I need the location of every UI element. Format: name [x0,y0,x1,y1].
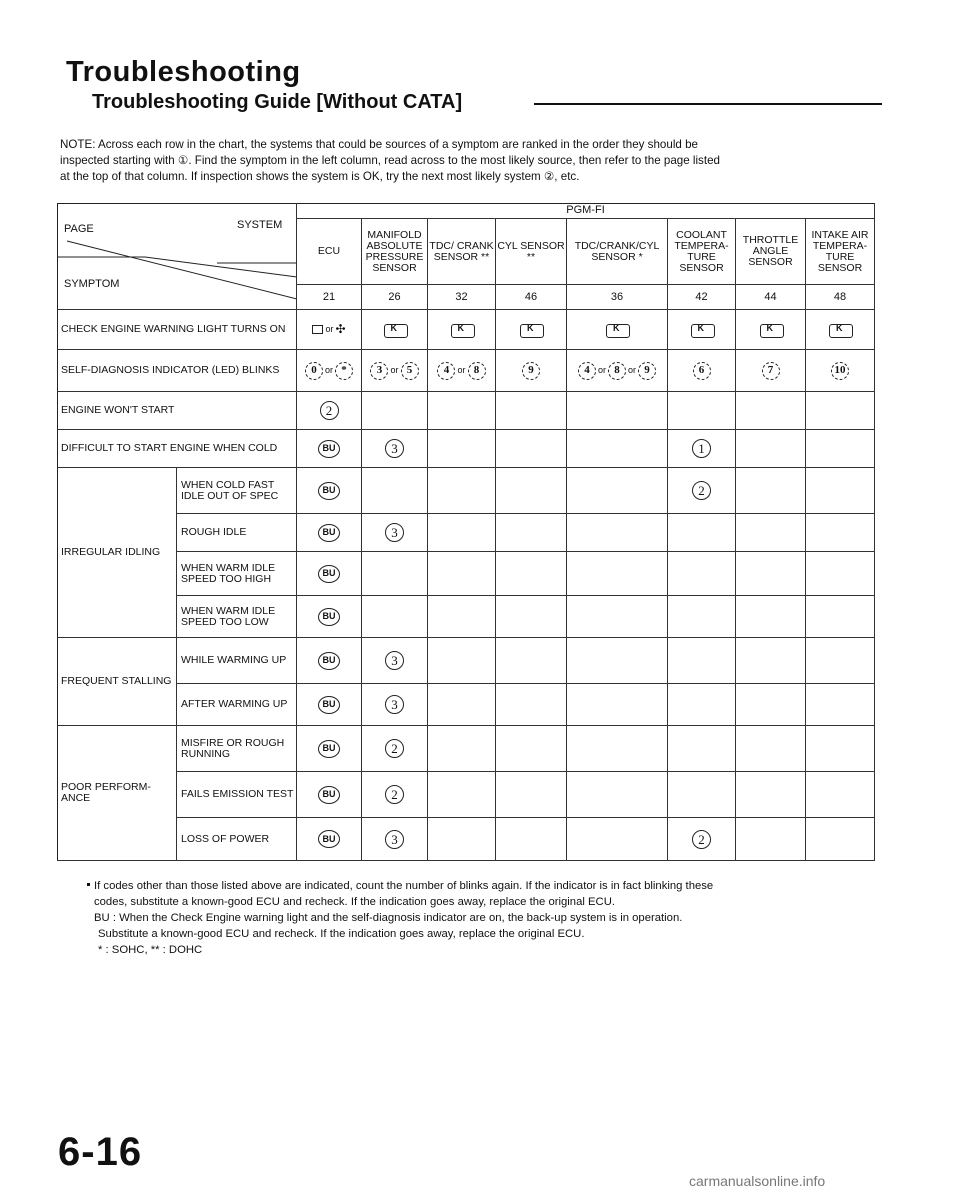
grid-cell [428,726,496,772]
grid-cell [428,818,496,861]
col-page-throttle: 44 [736,285,806,310]
grid-cell [362,818,428,861]
grid-cell [736,468,806,514]
grid-cell [567,514,668,552]
grid-cell [806,772,875,818]
group-irregular-idling: IRREGULAR IDLING [57,468,177,638]
check-engine-light-icon [377,323,413,337]
grid-cell [362,552,428,596]
grid-cell [668,552,736,596]
led-code-icon: 9 [638,362,656,380]
grid-cell [668,772,736,818]
section-subtitle: Troubleshooting Guide [Without CATA] [92,91,463,113]
grid-cell [428,638,496,684]
footnote-line: codes, substitute a known-good ECU and recheck. If the indication goes away, replace the original ECU. [94,896,615,908]
col-throttle-angle: THROTTLE ANGLE SENSOR [736,219,806,285]
rank-number: 2 [320,401,339,420]
footnote-line: BU : When the Check Engine warning light and the self-diagnosis indicator are on, the back-up system is in operation. [94,912,683,924]
grid-cell [736,684,806,726]
mil-cell-ecu [297,310,362,350]
grid-cell [668,638,736,684]
col-page-cyl: 46 [496,285,567,310]
rank-number: 3 [385,651,404,670]
pgmfi-header: PGM-FI [297,203,875,219]
grid-cell [806,684,875,726]
col-page-tdc-crank: 32 [428,285,496,310]
check-engine-light-icon [599,323,635,337]
led-code-icon: 3 [370,362,388,380]
grid-cell [806,726,875,772]
grid-cell [736,552,806,596]
grid-cell [297,772,362,818]
check-engine-light-icon [444,323,480,337]
grid-cell [736,596,806,638]
col-page-tdc-crank-cyl: 36 [567,285,668,310]
grid-cell [362,772,428,818]
grid-cell [806,430,875,468]
row-label-rough-idle: ROUGH IDLE [177,514,297,552]
rank-number: 2 [692,830,711,849]
footnotes [94,878,884,958]
rank-number: 1 [692,439,711,458]
note-line: at the top of that column. If inspection shows the system is OK, try the next most likely system ②, etc. [60,170,580,183]
grid-cell [668,430,736,468]
col-map-sensor: MANIFOLD ABSOLUTE PRESSURE SENSOR [362,219,428,285]
rank-number: 2 [385,785,404,804]
led-code-icon: * [335,362,353,380]
grid-cell [806,818,875,861]
rank-number: 2 [385,739,404,758]
rank-number: 3 [385,695,404,714]
led-code-icon: 0 [305,362,323,380]
page-label: PAGE [64,223,94,235]
grid-cell [668,684,736,726]
grid-cell [668,726,736,772]
row-label-after-warming: AFTER WARMING UP [177,684,297,726]
backup-ecu-icon: BU [318,652,340,670]
grid-cell [428,684,496,726]
grid-cell [567,468,668,514]
col-page-map: 26 [362,285,428,310]
col-page-ecu: 21 [297,285,362,310]
grid-cell [428,772,496,818]
grid-cell [297,684,362,726]
note-line: NOTE: Across each row in the chart, the systems that could be sources of a symptom are ranked in the order they should be [60,138,698,151]
grid-cell [736,392,806,430]
grid-cell [297,392,362,430]
grid-cell [496,726,567,772]
row-label-idle-low: WHEN WARM IDLE SPEED TOO LOW [177,596,297,638]
grid-cell [668,392,736,430]
backup-ecu-icon: BU [318,608,340,626]
grid-cell [297,638,362,684]
grid-cell [736,818,806,861]
backup-ecu-icon: BU [318,696,340,714]
grid-cell [428,514,496,552]
group-poor-performance: POOR PERFORM- ANCE [57,726,177,861]
grid-cell [362,684,428,726]
led-code-icon: 8 [468,362,486,380]
col-coolant-temp: COOLANT TEMPERA- TURE SENSOR [668,219,736,285]
grid-cell [736,514,806,552]
symptom-label: SYMPTOM [64,278,120,290]
grid-cell [736,430,806,468]
row-label-misfire: MISFIRE OR ROUGH RUNNING [177,726,297,772]
col-intake-air-temp: INTAKE AIR TEMPERA- TURE SENSOR [806,219,875,285]
note-line: inspected starting with ①. Find the symptom in the left column, read across to the most likely source, then refer to the page listed [60,154,720,167]
footnote-line: Substitute a known-good ECU and recheck. If the indication goes away, replace the original ECU. [98,928,585,940]
grid-cell [362,638,428,684]
watermark: carmanualsonline.info [689,1173,826,1189]
footnote-bullet [87,883,90,886]
grid-cell [362,726,428,772]
grid-cell [297,596,362,638]
grid-cell [567,818,668,861]
grid-cell [496,638,567,684]
col-ecu: ECU [297,219,362,285]
grid-cell [297,468,362,514]
footnote-line: If codes other than those listed above are indicated, count the number of blinks again. If the indicator is in fact blinking these [94,880,714,892]
grid-cell [668,596,736,638]
grid-cell [567,638,668,684]
col-tdc-crank-cyl: TDC/CRANK/CYL SENSOR * [567,219,668,285]
backup-ecu-icon: BU [318,830,340,848]
grid-cell [297,430,362,468]
rank-number: 3 [385,830,404,849]
grid-cell [567,392,668,430]
grid-cell [668,818,736,861]
grid-cell [806,392,875,430]
grid-cell [428,468,496,514]
backup-ecu-icon: BU [318,440,340,458]
grid-cell [428,552,496,596]
page-number: 6-16 [58,1130,143,1174]
grid-cell [736,772,806,818]
grid-cell [567,726,668,772]
troubleshooting-table: PAGE SYSTEM SYMPTOM PGM-FI ECU MANIFOLD ABSOLUTE PRESSURE SENSOR TDC/ CRANK SENSOR ** CYL SENSOR ** TDC/CRANK/CYL SENSOR * COOLANT TEMPERA- TURE SENSOR THROTTLE ANGLE SENSOR INTAKE AIR TEMPERA- TURE SENSOR 21 26 32 46 36 42 44 48 CHECK ENGINE WARNING LIGHT TURNS ON or ✣ K K K K K K K SELF-DIAGNOSIS INDICATOR (LED) BLINKS 0 or * 3 or 5 4 or 8 9 4 or 8 or 9 6 7 10 ENGINE WON'T START DIFFICULT TO START ENGINE WHEN COLD IRREGULAR IDLING WHEN COLD FAST IDLE OUT OF SPEC ROUGH IDLE WHEN WARM IDLE SPEED TOO HIGH WHEN WARM IDLE SPEED TOO LOW FREQUENT STALLING WHILE WARMING UP AFTER WARMING UP POOR PERFORM- ANCE MISFIRE OR ROUGH RUNNING FAILS EMISSION TEST LOSS OF POWER 2 BU 3 1 BU 2 BU 3 BU BU BU 3 BU 3 BU 2 BU 2 BU 3 2 [57,203,875,861]
backup-ecu-icon: BU [318,524,340,542]
backup-ecu-icon: BU [318,786,340,804]
check-engine-light-icon [753,323,789,337]
grid-cell [567,684,668,726]
grid-cell [362,468,428,514]
row-label-self-diagnosis: SELF-DIAGNOSIS INDICATOR (LED) BLINKS [57,350,297,392]
lamp-off-icon [312,325,323,334]
grid-cell [668,514,736,552]
grid-cell [362,596,428,638]
or-text: or [325,324,334,334]
grid-cell [806,514,875,552]
grid-cell [362,514,428,552]
grid-cell [567,552,668,596]
grid-cell [496,596,567,638]
lamp-blink-icon: ✣ [335,322,346,336]
grid-cell [567,596,668,638]
led-code-icon: 6 [693,362,711,380]
row-label-emission: FAILS EMISSION TEST [177,772,297,818]
grid-cell [736,638,806,684]
led-code-icon: 10 [831,362,849,380]
led-code-icon: 8 [608,362,626,380]
col-page-intake: 48 [806,285,875,310]
col-page-coolant: 42 [668,285,736,310]
grid-cell [297,552,362,596]
grid-cell [496,514,567,552]
grid-cell [806,596,875,638]
grid-cell [362,392,428,430]
grid-cell [806,552,875,596]
grid-cell [428,596,496,638]
page-title: Troubleshooting [66,56,301,88]
grid-cell [496,818,567,861]
row-label-loss-power: LOSS OF POWER [177,818,297,861]
row-label-fast-idle: WHEN COLD FAST IDLE OUT OF SPEC [177,468,297,514]
row-label-check-engine: CHECK ENGINE WARNING LIGHT TURNS ON [57,310,297,350]
grid-cell [668,468,736,514]
row-label-wont-start: ENGINE WON'T START [57,392,297,430]
row-label-difficult-start: DIFFICULT TO START ENGINE WHEN COLD [57,430,297,468]
grid-cell [428,430,496,468]
led-code-icon: 9 [522,362,540,380]
rank-number: 2 [692,481,711,500]
system-label: SYSTEM [237,219,283,231]
row-label-warming-up: WHILE WARMING UP [177,638,297,684]
grid-cell [567,772,668,818]
col-cyl-sensor: CYL SENSOR ** [496,219,567,285]
col-tdc-crank: TDC/ CRANK SENSOR ** [428,219,496,285]
led-code-icon: 7 [762,362,780,380]
led-code-icon: 5 [401,362,419,380]
grid-cell [297,818,362,861]
grid-cell [496,468,567,514]
check-engine-light-icon [513,323,549,337]
rank-number: 3 [385,523,404,542]
led-code-icon: 4 [578,362,596,380]
rank-number: 3 [385,439,404,458]
row-label-idle-high: WHEN WARM IDLE SPEED TOO HIGH [177,552,297,596]
grid-cell [496,552,567,596]
backup-ecu-icon: BU [318,565,340,583]
subtitle-rule [534,103,882,105]
grid-cell [806,638,875,684]
grid-cell [496,392,567,430]
grid-cell [496,772,567,818]
group-frequent-stalling: FREQUENT STALLING [57,638,177,726]
footnote-line: * : SOHC, ** : DOHC [98,944,203,956]
grid-cell [736,726,806,772]
backup-ecu-icon: BU [318,740,340,758]
grid-cell [806,468,875,514]
backup-ecu-icon: BU [318,482,340,500]
note-paragraph [60,137,882,185]
grid-cell [297,726,362,772]
check-engine-light-icon [684,323,720,337]
grid-cell [496,430,567,468]
grid-cell [297,514,362,552]
check-engine-light-icon [822,323,858,337]
grid-cell [496,684,567,726]
grid-cell [567,430,668,468]
grid-cell [362,430,428,468]
led-code-icon: 4 [437,362,455,380]
grid-cell [428,392,496,430]
